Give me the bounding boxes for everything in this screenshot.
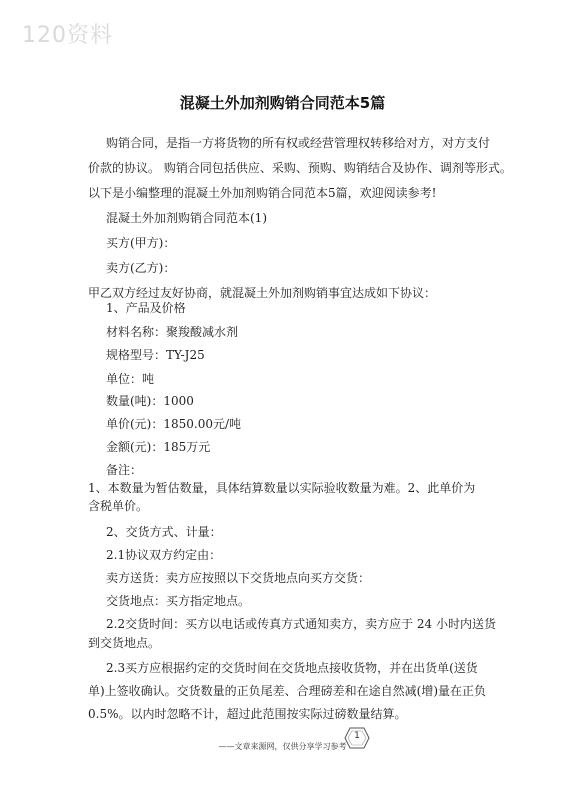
body-line: 金额(元)：185万元 — [106, 440, 211, 454]
body-line: 单位：吨 — [106, 372, 155, 386]
body-line: 交货地点：买方指定地点。 — [106, 594, 251, 608]
body-line: 卖方送货：卖方应按照以下交货地点向买方交货： — [106, 571, 371, 585]
body-line: 规格型号：TY-J25 — [106, 348, 205, 362]
body-line: 购销合同，是指一方将货物的所有权或经营管理权转移给对方，对方支付 — [106, 136, 491, 150]
body-line: 到交货地点。 — [88, 636, 161, 650]
body-line: 材料名称：聚羧酸减水剂 — [106, 325, 239, 339]
body-line: 1、产品及价格 — [106, 301, 186, 315]
body-line: 甲乙双方经过友好协商，就混凝土外加剂购销事宜达成如下协议： — [88, 286, 437, 300]
body-line: 混凝土外加剂购销合同范本(1) — [106, 211, 267, 225]
body-line: 2.3买方应根据约定的交货时间在交货地点接收货物，并在出货单(送货 — [106, 661, 478, 675]
body-line: 卖方(乙方)： — [106, 261, 176, 275]
watermark-logo: 120资料 — [22, 23, 113, 48]
body-line: 含税单价。 — [88, 499, 149, 513]
body-line: 2.1协议双方约定由： — [106, 548, 222, 562]
body-line: 数量(吨)：1000 — [106, 394, 194, 408]
body-line: 买方(甲方)： — [106, 236, 176, 250]
body-line: 单)上签收确认。交货数量的正负尾差、合理磅差和在途自然减(增)量在正负 — [88, 684, 487, 698]
body-line: 1、本数量为暂估数量，具体结算数量以实际验收数量为难。2、此单价为 — [88, 481, 476, 495]
page-number: 1 — [354, 731, 360, 741]
footer-note: ——文章来源网，仅供分享学习参考 — [218, 742, 347, 751]
body-line: 2、交货方式、计量： — [106, 525, 222, 539]
body-line: 以下是小编整理的混凝土外加剂购销合同范本5篇，欢迎阅读参考! — [88, 186, 437, 200]
body-line: 0.5%。以内时忽略不计，超过此范围按实际过磅数量结算。 — [88, 707, 407, 721]
body-line: 备注： — [106, 463, 143, 477]
body-line: 价款的协议。 购销合同包括供应、采购、预购、购销结合及协作、调剂等形式。 — [88, 161, 512, 175]
body-line: 2.2交货时间：买方以电话或传真方式通知卖方，卖方应于 24 小时内送货 — [106, 617, 496, 631]
body-line: 单价(元)：1850.00元/吨 — [106, 417, 242, 431]
document-title: 混凝土外加剂购销合同范本5篇 — [179, 94, 386, 112]
